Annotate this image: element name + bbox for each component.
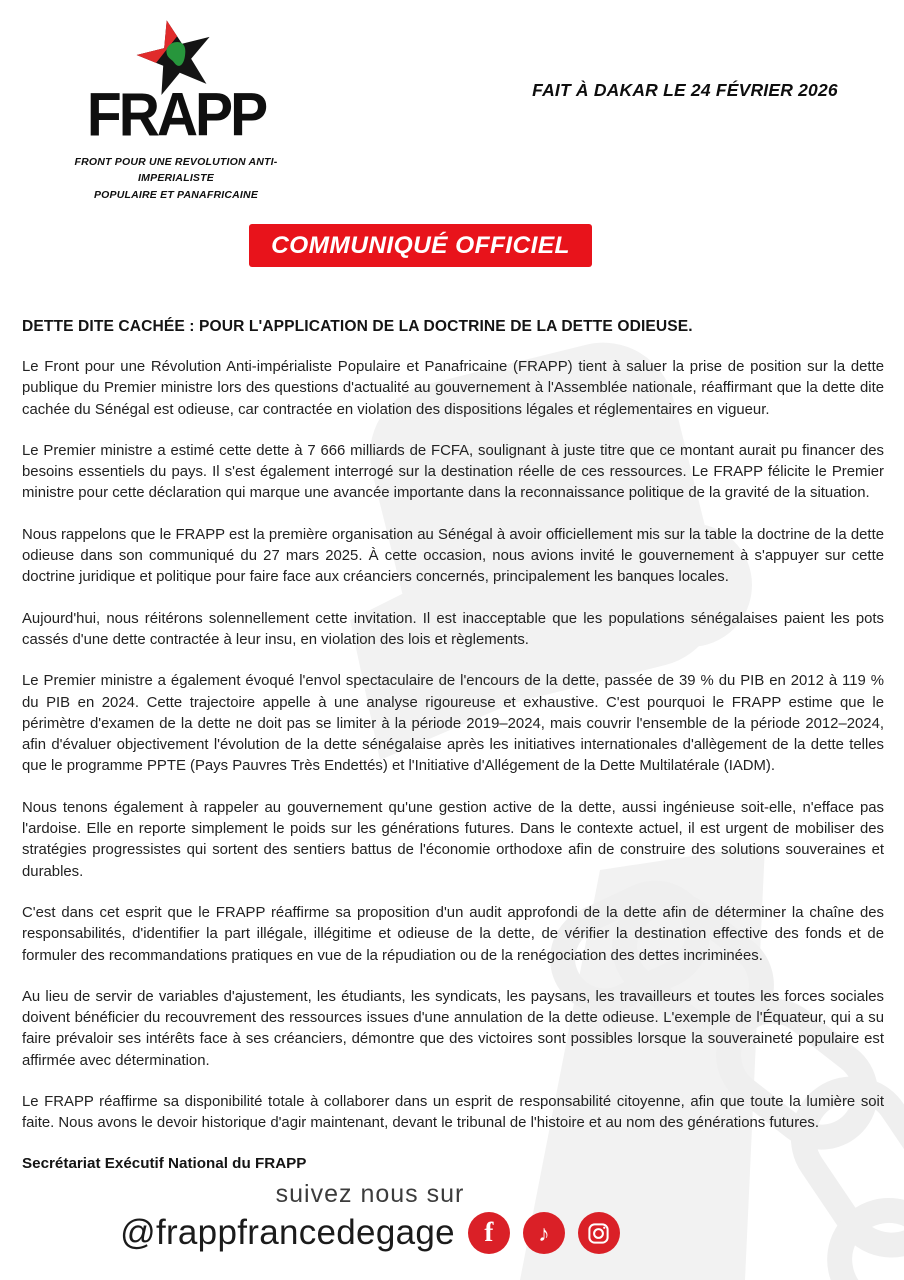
tiktok-icon[interactable]: ♪ <box>523 1212 565 1254</box>
paragraph: Aujourd'hui, nous réitérons solennellement cette invitation. Il est inacceptable que les populations sénégalaises paient les pots cassés d'une dette contractée à leur insu, en violation des lois et règlements. <box>22 610 884 648</box>
logo-subtitle <box>40 154 312 203</box>
paragraph: Le FRAPP réaffirme sa disponibilité totale à collaborer dans un esprit de responsabilité citoyenne, afin que toute la lumière soit faite. Nous avons le devoir historique d'agir maintenant, devant le tribunal de l'histoire et au nom des générations futures. <box>22 1094 884 1132</box>
paragraph: Nous tenons également à rappeler au gouvernement qu'une gestion active de la dette, aussi ingénieuse soit-elle, n'efface pas l'ardoise. Elle en reporte simplement le poids sur les générations futures. Dans le contexte actuel, il est urgent de mobiliser des stratégies progressistes qui sortent des sentiers battus de l'économie orthodoxe afin de construire des solutions souveraines et durables. <box>22 799 884 880</box>
paragraph: Le Premier ministre a estimé cette dette à 7 666 milliards de FCFA, soulignant à juste titre que ce montant aurait pu financer des besoins essentiels du pays. Il s'est également interrogé sur la destination réelle de ces ressources. Le FRAPP félicite le Premier ministre pour cette déclaration qui marque une avancée importante dans la reconnaissance politique de la gravité de la situation. <box>22 442 884 502</box>
dateline: FAIT À DAKAR LE 24 FÉVRIER 2026 <box>532 80 838 100</box>
instagram-icon[interactable] <box>578 1212 620 1254</box>
document-title: DETTE DITE CACHÉE : POUR L'APPLICATION DE LA DOCTRINE DE LA DETTE ODIEUSE. <box>22 318 693 335</box>
logo-subtitle-line2: POPULAIRE ET PANAFRICAINE <box>93 188 259 201</box>
facebook-icon[interactable]: f <box>468 1212 510 1254</box>
paragraph: Le Premier ministre a également évoqué l'envol spectaculaire de l'encours de la dette, passée de 39 % du PIB en 2012 à 119 % du PIB en 2024. Cette trajectoire appelle à une analyse rigoureuse et exhaustive. C'est pourquoi le FRAPP estime que le périmètre d'examen de la dette ne doit pas se limiter à la période 2019–2024, mais couvrir l'ensemble de la période 2012–2024, afin d'évaluer objectivement l'évolution de la dette sénégalaise après les initiatives internationales d'allègement de la dette telles que le programme PPTE (Pays Pauvres Très Endettés) et l'Initiative d'Allégement de la Dette Multilatérale (IADM). <box>22 673 884 775</box>
follow-text: suivez nous sur <box>275 1180 465 1208</box>
social-row <box>120 1212 620 1254</box>
logo-wordmark: FRAPP <box>86 80 266 150</box>
footer <box>0 1180 822 1254</box>
social-handle: @frappfrancedegage <box>120 1213 455 1252</box>
official-communique-banner: COMMUNIQUÉ OFFICIEL <box>249 224 592 267</box>
paragraph: C'est dans cet esprit que le FRAPP réaffirme sa proposition d'un audit approfondi de la dette afin de déterminer la chaîne des responsabilités, d'identifier la part illégale, illégitime et odieuse de la dette, de vérifier la destination effective des fonds et de formuler des recommandations pratiques en vue de la répudiation ou de la renégociation des dettes incriminées. <box>22 904 884 964</box>
paragraph: Le Front pour une Révolution Anti-impérialiste Populaire et Panafricaine (FRAPP) tient à saluer la prise de position sur la dette publique du Premier ministre lors des questions d'actualité au gouvernement à l'Assemblée nationale, réaffirmant que la dette dite cachée du Sénégal est odieuse, car contractée en violation des dispositions légales et réglementaires en vigueur. <box>22 359 884 418</box>
document-body <box>22 318 884 1172</box>
logo-subtitle-line1: FRONT POUR UNE REVOLUTION ANTI-IMPERIALISTE <box>74 156 278 185</box>
paragraph: Au lieu de servir de variables d'ajustement, les étudiants, les syndicats, les paysans, les travailleurs et toutes les forces sociales doivent bénéficier du recouvrement des ressources issues d'une annulation de la dette odieuse. L'exemple de l'Équateur, qui a su faire prévaloir ses intérêts face à ses créanciers, démontre que des victoires sont possibles lorsque la souveraineté populaire est affirmée avec détermination. <box>22 988 884 1069</box>
signature: Secrétariat Exécutif National du FRAPP <box>22 1154 307 1172</box>
paragraph: Nous rappelons que le FRAPP est la première organisation au Sénégal à avoir officiellement mis sur la table la doctrine de la dette odieuse dans son communiqué du 27 mars 2025. À cette occasion, nous avions invité le gouvernement à s'appuyer sur cette doctrine juridique et politique pour faire face aux créanciers concernés, principalement les banques locales. <box>22 526 884 586</box>
frapp-logo <box>40 16 312 203</box>
